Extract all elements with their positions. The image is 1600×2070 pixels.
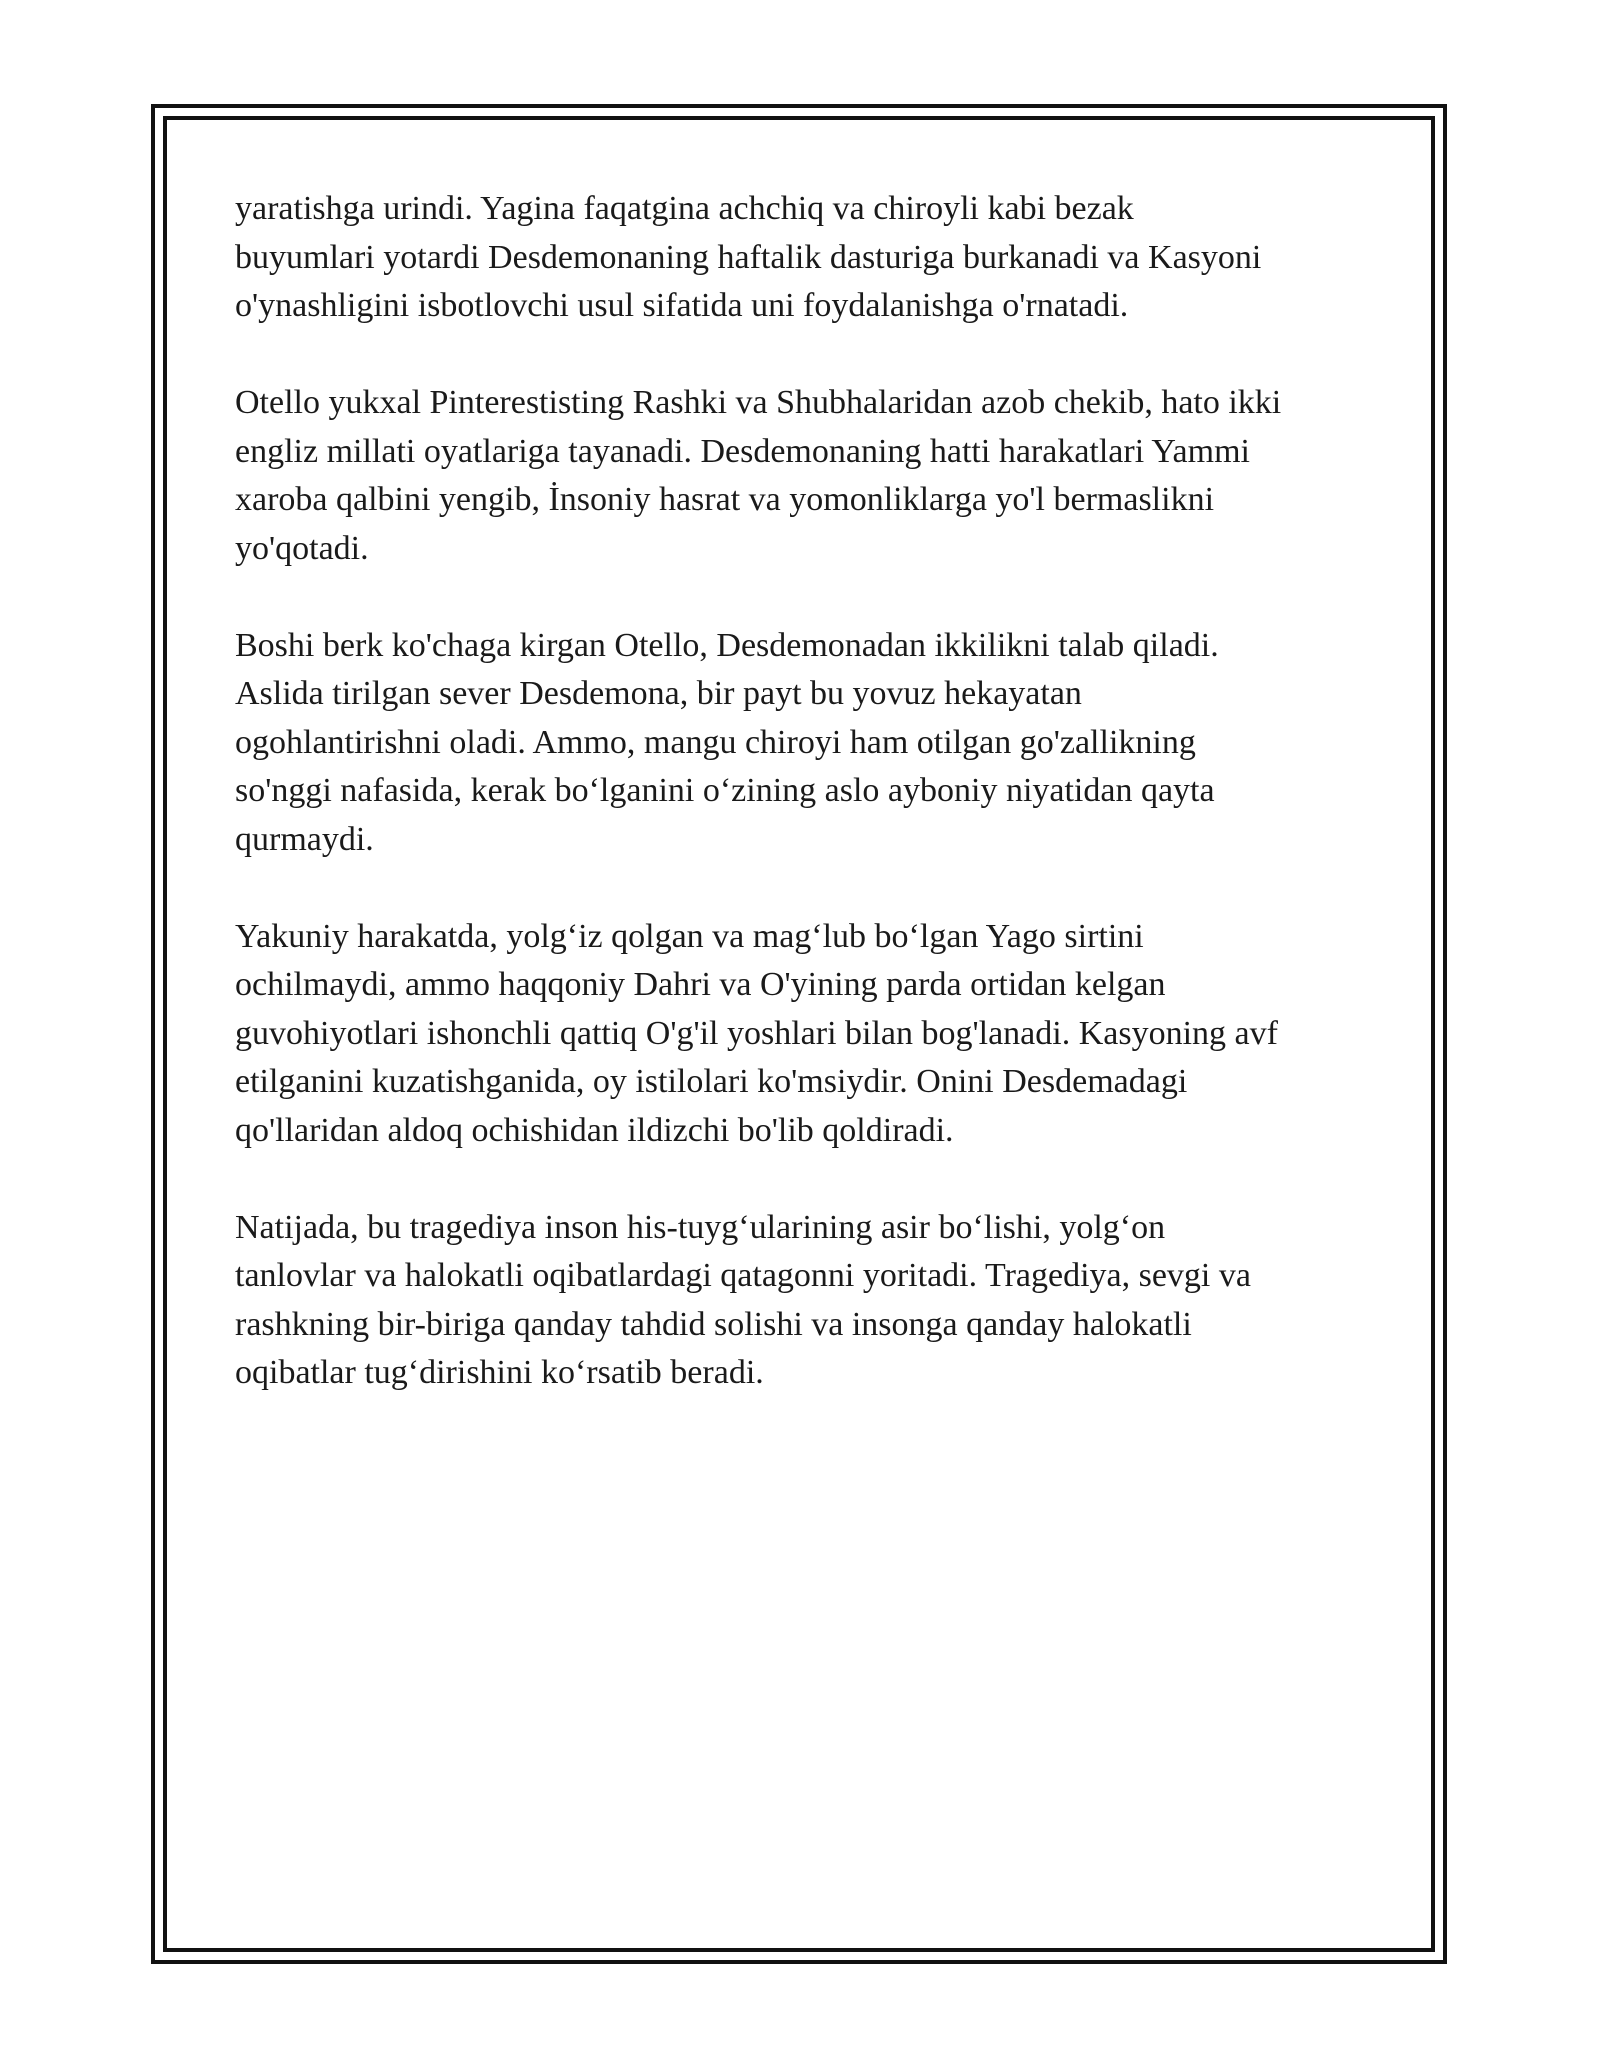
text-line: o'ynashligini isbotlovchi usul sifatida uni foydalanishga o'rnatadi. [235, 287, 1129, 324]
text-line: so'nggi nafasida, kerak bo‘lganini o‘zining aslo ayboniy niyatidan qayta [235, 772, 1215, 809]
text-line: ochilmaydi, ammo haqqoniy Dahri va O'yining parda ortidan kelgan [235, 966, 1166, 1003]
document-body [235, 185, 1385, 1446]
text-line: Otello yukxal Pinterestisting Rashki va Shubhalaridan azob chekib, hato ikki [235, 384, 1282, 421]
text-line: yaratishga urindi. Yagina faqatgina achchiq va chiroyli kabi bezak [235, 190, 1134, 227]
paragraph-3 [235, 622, 1385, 865]
text-line: guvohiyotlari ishonchli qattiq O'g'il yoshlari bilan bog'lanadi. Kasyoning avf [235, 1014, 1278, 1052]
text-line: yo'qotadi. [235, 529, 369, 567]
paragraph-4 [235, 913, 1385, 1156]
text-line: ogohlantirishni oladi. Ammo, mangu chiroyi ham otilgan go'zallikning [235, 723, 1196, 761]
text-line: Yakuniy harakatda, yolg‘iz qolgan va mag‘lub bo‘lgan Yago sirtini [235, 917, 1144, 955]
paragraph-5 [235, 1204, 1385, 1398]
text-line: Natijada, bu tragediya inson his-tuyg‘ularining asir bo‘lishi, yolg‘on [235, 1208, 1166, 1246]
text-line: tanlovlar va halokatli oqibatlardagi qatagonni yoritadi. Tragediya, sevgi va [235, 1257, 1251, 1294]
text-line: Boshi berk ko'chaga kirgan Otello, Desdemonadan ikkilikni talab qiladi. [235, 626, 1219, 664]
text-line: etilganini kuzatishganida, oy istilolari ko'msiydir. Onini Desdemadagi [235, 1063, 1188, 1100]
paragraph-1 [235, 185, 1385, 331]
text-line: rashkning bir-biriga qanday tahdid solishi va insonga qanday halokatli [235, 1305, 1192, 1343]
text-line: xaroba qalbini yengib, İnsoniy hasrat va yomonliklarga yo'l bermaslikni [235, 481, 1215, 518]
text-line: qurmaydi. [235, 820, 374, 858]
text-line: Aslida tirilgan sever Desdemona, bir payt bu yovuz hekayatan [235, 675, 1082, 712]
text-line: oqibatlar tug‘dirishini ko‘rsatib beradi. [235, 1354, 764, 1391]
text-line: buyumlari yotardi Desdemonaning haftalik dasturiga burkanadi va Kasyoni [235, 238, 1262, 276]
paragraph-2 [235, 379, 1385, 573]
text-line: engliz millati oyatlariga tayanadi. Desdemonaning hatti harakatlari Yammi [235, 432, 1250, 470]
text-line: qo'llaridan aldoq ochishidan ildizchi bo'lib qoldiradi. [235, 1111, 954, 1149]
